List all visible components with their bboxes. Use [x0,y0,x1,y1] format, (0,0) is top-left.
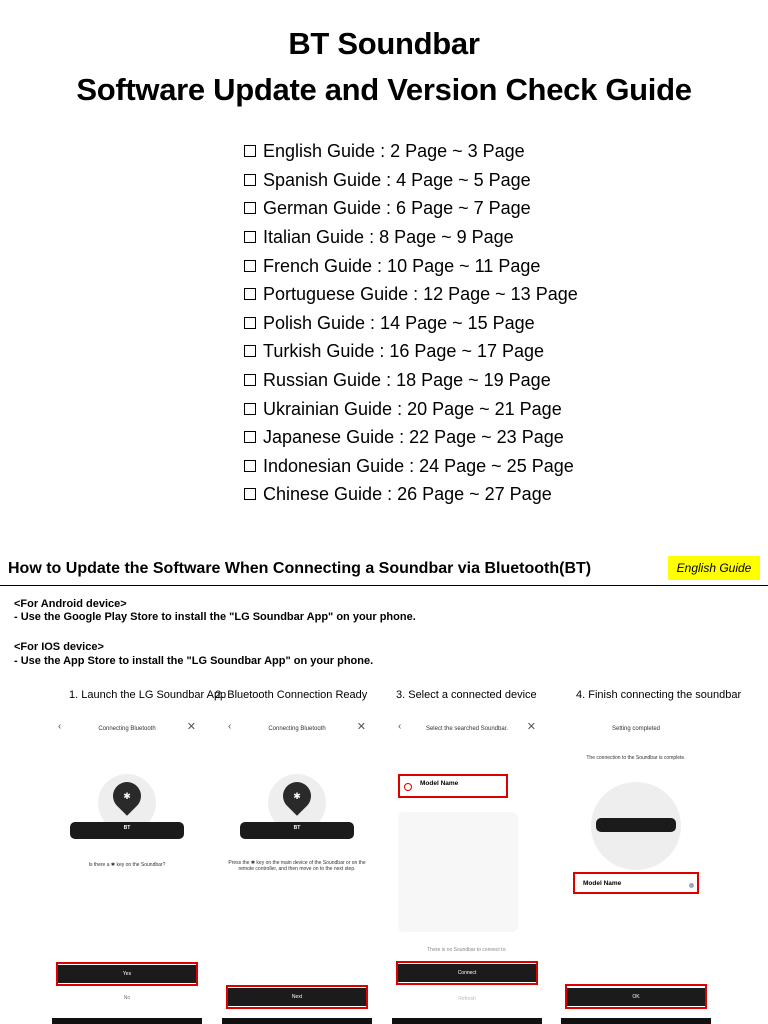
checkbox-icon [244,317,256,329]
toc-item [244,194,578,223]
nav-bar [52,1018,202,1024]
toc-item [244,166,578,195]
soundbar-image [240,822,354,839]
refresh-button[interactable]: Refresh [458,996,476,1002]
soundbar-label: BT [293,825,301,831]
toc-item [244,337,578,366]
checkbox-icon [244,260,256,272]
callout-box [396,961,538,985]
callout-box [565,984,707,1009]
toc-label: Italian Guide : 8 Page ~ 9 Page [263,227,514,248]
checkbox-icon [244,403,256,415]
complete-text: The connection to the Soundbar is complete. [586,755,686,761]
soundbar-image [70,822,184,839]
checkbox-icon [244,288,256,300]
toc-label: Ukrainian Guide : 20 Page ~ 21 Page [263,398,562,419]
phone-screen-step-1 [52,712,202,1024]
model-name-label: Model Name [583,880,622,887]
phone-screen-step-3 [392,712,542,1024]
nav-bar [561,1018,711,1024]
yes-button[interactable]: Yes [58,965,196,983]
toc-label: Indonesian Guide : 24 Page ~ 25 Page [263,455,574,476]
bluetooth-icon: ✱ [123,791,131,801]
language-tag: English Guide [668,556,760,580]
status-dot-icon [689,883,694,888]
ios-text: - Use the App Store to install the "LG Soundbar App" on your phone. [14,655,374,667]
checkbox-icon [244,145,256,157]
instruction-text: Press the ✱ key on the main device of the Soundbar or on the remote controller, and then move on to the next step. [228,860,366,872]
checkbox-icon [244,174,256,186]
question-text: Is there a ✱ key on the Soundbar? [88,862,166,868]
radio-selected-icon[interactable] [404,783,412,791]
back-icon[interactable]: ‹ [398,721,402,732]
toc-item [244,309,578,338]
section-heading: How to Update the Software When Connecting a Soundbar via Bluetooth(BT) [8,560,592,577]
screen-header: Connecting Bluetooth [98,726,156,732]
toc-label: Portuguese Guide : 12 Page ~ 13 Page [263,284,578,305]
next-button[interactable]: Next [228,988,366,1006]
close-icon[interactable]: ✕ [186,721,196,733]
phone-screen-step-2 [222,712,372,1024]
no-button[interactable]: No [123,995,131,1001]
checkbox-icon [244,431,256,443]
ios-title: <For IOS device> [14,641,104,653]
toc-item [244,280,578,309]
checkbox-icon [244,202,256,214]
blurred-device-list [398,812,518,932]
nav-bar [222,1018,372,1024]
back-icon[interactable]: ‹ [228,721,232,732]
callout-box [56,962,198,986]
toc-item [244,137,578,166]
step-3-label: 3. Select a connected device [396,689,537,701]
no-soundbar-text: There is no Soundbar to connect to. [427,947,507,953]
toc-label: French Guide : 10 Page ~ 11 Page [263,255,541,276]
android-text: - Use the Google Play Store to install the "LG Soundbar App" on your phone. [14,611,416,623]
ok-button[interactable]: OK [567,988,705,1006]
toc-item [244,423,578,452]
back-icon[interactable]: ‹ [58,721,62,732]
title-line-2: Software Update and Version Check Guide [76,72,692,107]
screen-header: Select the searched Soundbar. [425,726,509,732]
android-title: <For Android device> [14,598,127,610]
toc-label: English Guide : 2 Page ~ 3 Page [263,141,525,162]
toc-label: Russian Guide : 18 Page ~ 19 Page [263,370,551,391]
toc-item [244,452,578,481]
toc-item [244,480,578,509]
toc-item [244,366,578,395]
soundbar-label: BT [123,825,131,831]
toc-label: German Guide : 6 Page ~ 7 Page [263,198,531,219]
checkbox-icon [244,460,256,472]
title-line-1: BT Soundbar [288,26,480,61]
guide-index [244,137,578,509]
model-name-option[interactable]: Model Name [420,780,459,787]
phone-screen-step-4 [561,712,711,1024]
close-icon[interactable]: ✕ [526,721,536,733]
soundbar-image [596,818,676,832]
checkbox-icon [244,488,256,500]
screen-header: Setting completed [611,726,661,732]
screen-header: Connecting Bluetooth [268,726,326,732]
checkbox-icon [244,345,256,357]
nav-bar [392,1018,542,1024]
toc-label: Spanish Guide : 4 Page ~ 5 Page [263,169,531,190]
toc-item [244,394,578,423]
checkbox-icon [244,231,256,243]
callout-box [226,985,368,1009]
bluetooth-icon: ✱ [293,791,301,801]
step-1-label: 1. Launch the LG Soundbar App [69,689,227,701]
checkbox-icon [244,374,256,386]
toc-label: Japanese Guide : 22 Page ~ 23 Page [263,427,564,448]
close-icon[interactable]: ✕ [356,721,366,733]
step-2-label: 2. Bluetooth Connection Ready [215,689,368,701]
toc-label: Chinese Guide : 26 Page ~ 27 Page [263,484,552,505]
toc-item [244,223,578,252]
divider [0,585,768,586]
toc-item [244,251,578,280]
toc-label: Polish Guide : 14 Page ~ 15 Page [263,312,535,333]
step-4-label: 4. Finish connecting the soundbar [576,689,742,701]
toc-label: Turkish Guide : 16 Page ~ 17 Page [263,341,545,362]
connect-button[interactable]: Connect [398,964,536,982]
